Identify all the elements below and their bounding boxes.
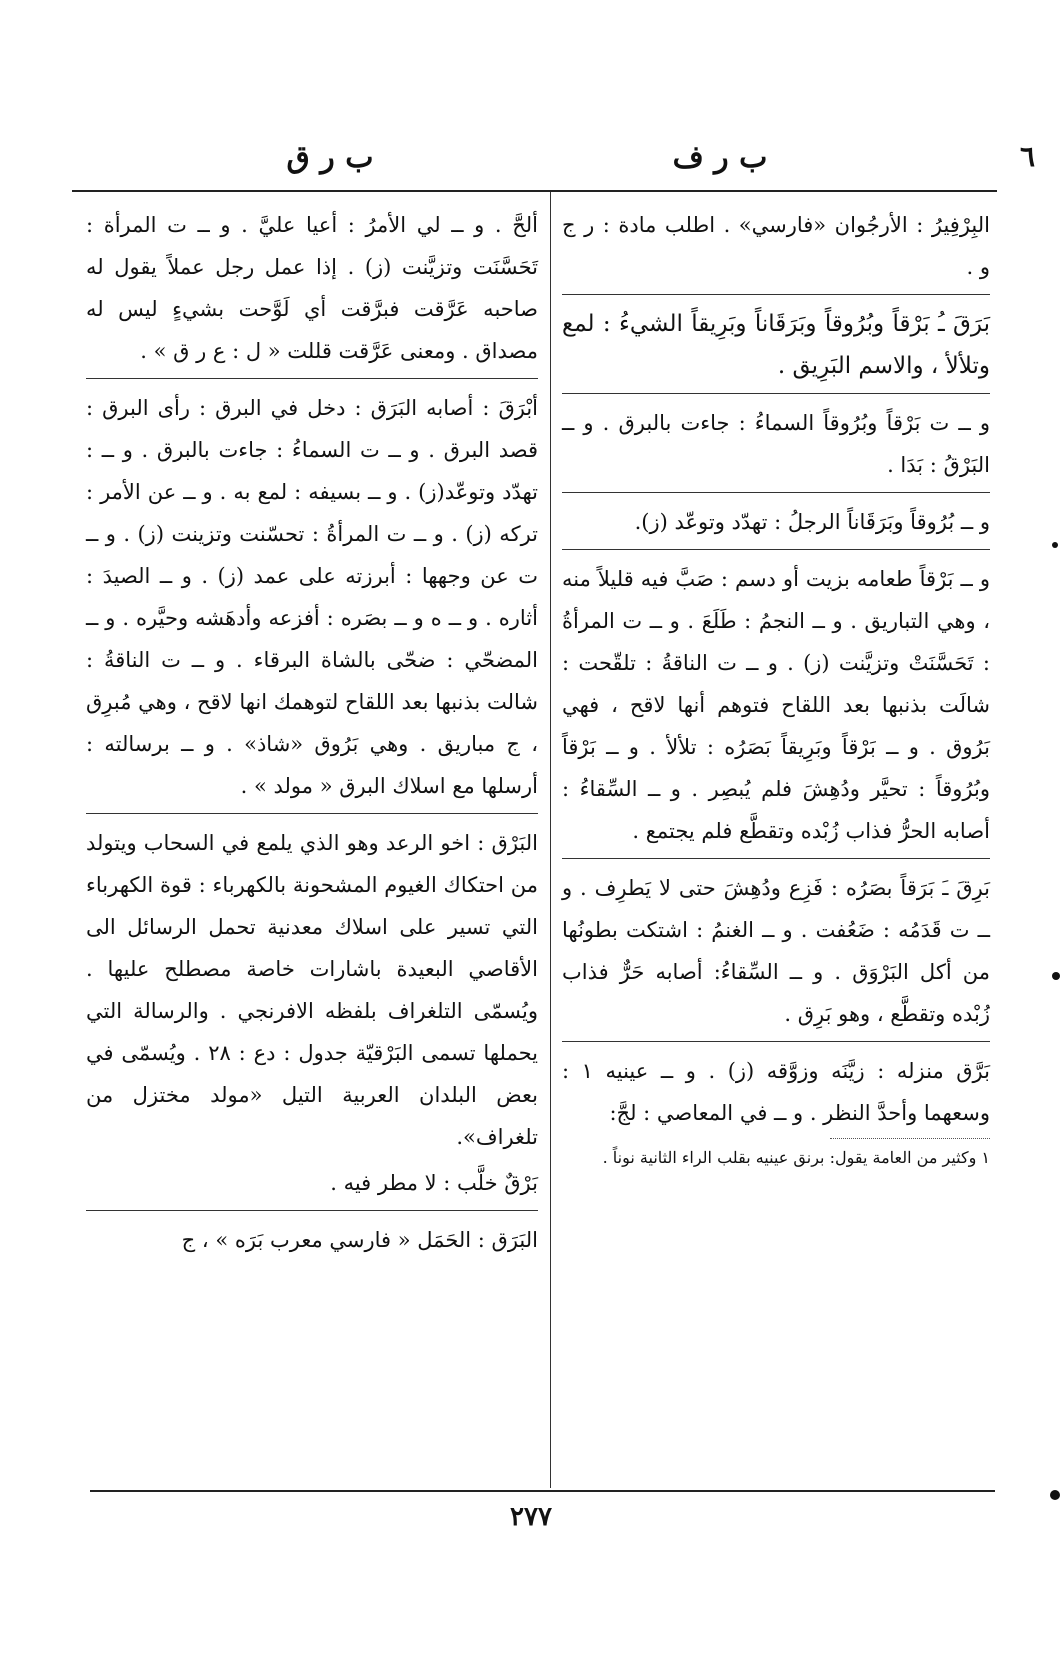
entry-baraqa: بَرَقَ ـُ بَرْقاً وبُرُوقاً وبَرَقَاناً وبَرِيقاً الشيءُ : لمع وتلألأ ، والاسم البَرِيق . <box>562 311 990 379</box>
entry-barraqa: بَرَّق منزله : زيَّنَه وزوَّقه (ز) . و ــ عينيه ١ : وسعهما وأحدَّ النظر . و ــ في المعاصي : لجَّ: <box>562 1059 990 1125</box>
entry-separator <box>562 1041 990 1042</box>
running-header-left: ب ر ق <box>286 140 374 175</box>
entry-albaraq: البَرَق : الحَمَل « فارسي معرب بَرَه » ، ج <box>181 1228 538 1252</box>
page-number: ٢٧٧ <box>510 1502 552 1532</box>
footnote: ١ وكثير من العامة يقول: برنق عينيه بقلب الراء الثانية نوناً . <box>602 1148 990 1167</box>
entry-separator <box>562 393 990 394</box>
right-column <box>562 204 990 1173</box>
entry-separator <box>86 813 538 814</box>
entry-buruq-man: و ــ بُرُوقاً وبَرَقَاناً الرجلُ : تهدّد وتوعّد (ز). <box>634 510 990 534</box>
entry-separator <box>86 1210 538 1211</box>
entry-birfir: البِرْفِيرُ : الأرجُوان «فارسي» . اطلب مادة : ر ج و . <box>562 213 990 279</box>
margin-mark <box>1052 972 1060 980</box>
entry-separator <box>562 858 990 859</box>
entry-separator <box>562 549 990 550</box>
entry-albarq: البَرْق : اخو الرعد وهو الذي يلمع في السحاب ويتولد من احتكاك الغيوم المشحونة بالكهرباء : قوة الكهرباء التي تسير على اسلاك معدنية تحمل الرسائل الى الأقاصي البعيدة باشارات خاصة مصطلح عليها . ويُسمّى التلغراف بلفظه الافرنجي . والرسالة التي يحملها تسمى البَرْقيّة جدول : دع : ٢٨ . ويُسمّى في بعض البلدان العربية التيل «مولد مختزل من تلغراف». <box>86 831 538 1149</box>
entry-abraqa: أبْرَقَ : أصابه البَرَق : دخل في البرق : رأى البرق : قصد البرق . و ــ ت السماءُ : جاءت بالبرق . و ــ : تهدّد وتوعّد(ز) . و ــ بسيفه : لمع به . و ــ عن الأمر : تركه (ز) . و ــ ت المرأةُ : تحسّنت وتزينت (ز) . و ــ ت عن وجهها : أبرزته على عمد (ز) . و ــ الصيدَ : أثاره . و ــ ه و ــ بصَره : أفزعه وأدهَشه وحيَّره . و ــ المضحّي : ضحّى بالشاة البرقاء . و ــ ت الناقةُ : شالت بذنبها بعد اللقاح لتوهمك انها لاقح ، وهي مُبرِق ، ج مباريق . وهي بَرُوق «شاذ» . و ــ برسالته : أرسلها مع اسلاك البرق « مولد » . <box>86 396 538 798</box>
margin-mark <box>1052 542 1058 548</box>
running-header-right: ب ر ف <box>672 140 768 175</box>
header-rule <box>72 190 997 192</box>
margin-mark <box>1050 1490 1060 1500</box>
entry-baraqa-food: و ــ بَرْقاً طعامه بزيت أو دسم : صَبَّ فيه قليلاً منه ، وهي التباريق . و ــ النجمُ : طَلَعَ . و ــ ت المرأةُ : تَحَسَّنَتْ وتزيَّنت (ز) . و ــ ت الناقةُ : تلقّحت : شالَت بذنبها بعد اللقاح فتوهم أنها لاقح ، فهي بَرُوق . و ــ بَرْقاً وبَرِيقاً بَصَرُه : تلألأ . و ــ بَرْقاً وبُرُوقاً : تحيَّر ودُهِشَ فلم يُبصِر . و ــ السِّقاءُ : أصابه الحرُّ فذاب زُبْده وتقطَّع فلم يجتمع . <box>562 567 990 843</box>
entry-separator <box>86 378 538 379</box>
entry-separator <box>562 492 990 493</box>
column-divider <box>550 192 551 1488</box>
left-column <box>86 204 538 1261</box>
entry-bariqa: بَرِقَ ـَ بَرَقاً بصَرُه : فَزِع ودُهِشَ حتى لا يَطرِف . و ــ ت قَدَمُه : ضَعُفت . و ــ الغنمُ : اشتكت بطونُها من أكل البَرْوَق . و ــ السِّقاءُ: أصابه حَرٌّ فذاب زُبْده وتقطَّع ، وهو بَرِق . <box>562 876 990 1026</box>
edge-number: ٦ <box>1020 140 1036 173</box>
entry-barq-khullab: بَرْقٌ خلَّب : لا مطر فيه . <box>330 1171 538 1195</box>
entry-baraqat-sky: و ــ ت بَرْقاً وبُرُوقاً السماءُ : جاءت بالبرق . و ــ البَرْقُ : بَدَا . <box>562 411 990 477</box>
footnote-separator <box>830 1138 990 1139</box>
footer-rule <box>90 1490 995 1492</box>
entry-separator <box>562 294 990 295</box>
entry-continued: ألحَّ . و ــ لي الأمرُ : أعيا عليَّ . و ــ ت المرأة : تَحَسَّنَت وتزيَّنت (ز) . إذا عمل رجل عملاً يقول له صاحبه عَرَّقت فبرَّقت أي لَوَّحت بشيءٍ ليس له مصداق . ومعنى عَرَّقت قللت « ل : ع ر ق » . <box>86 213 538 363</box>
